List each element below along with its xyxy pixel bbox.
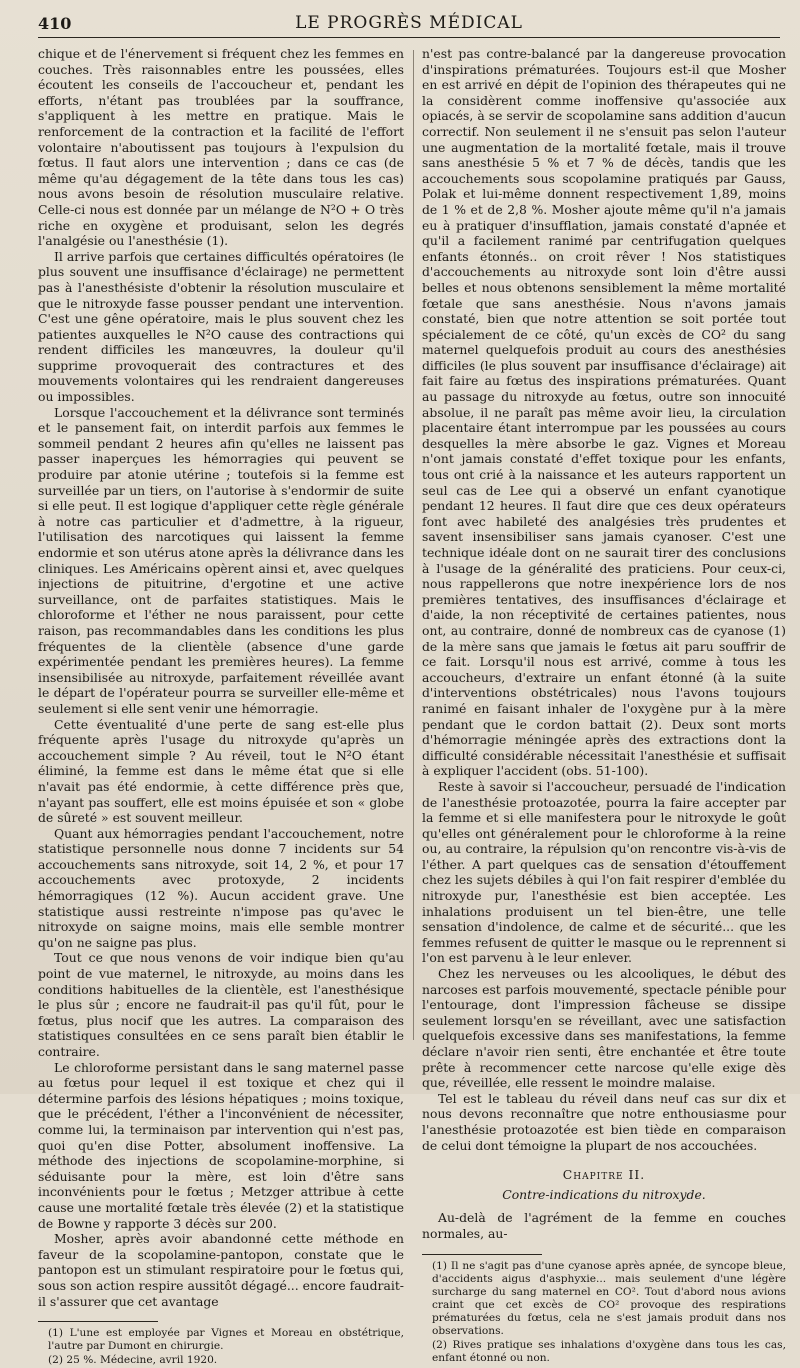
paragraph: Tel est le tableau du réveil dans neuf cas sur dix et nous devons reconnaître que notre enthousiasme pour l'anesthésie protoazotée est bien tiède en comparaison de celui dont témoigne la plupart de nos accouchées.	[422, 1090, 786, 1153]
paper-speck	[610, 720, 612, 722]
paragraph: Reste à savoir si l'accoucheur, persuadé de l'indication de l'anesthésie protoazotée, pourra la faire accepter par la femme et si elle manifestera pour le nitroxyde le goût qu'elles ont généralement pour le chloroforme à la reine ou, au contraire, la répulsion qu'on rencontre vis-à-vis de l'éther. A part quelques cas de sensation d'étouffement chez les sujets débiles à qui l'on fait respirer d'emblée du nitroxyde pur, l'anesthésie est bien acceptée. Les inhalations produisent un tel bien-être, une telle sensation d'indolence, de calme et de sécurité... que les femmes refusent de quitter le masque ou le reprennent si l'on est parvenu à le leur enlever.	[422, 778, 786, 966]
footnote: (2) Rives pratique ses inhalations d'oxygène dans tous les cas, enfant étonné ou non.	[432, 1338, 786, 1364]
paragraph: Lorsque l'accouchement et la délivrance sont terminés et le pansement fait, on interdit parfois aux femmes le sommeil pendant 2 heures afin qu'elles ne laissent pas passer inaperçues les hémorragies qui peuvent se produire par atonie utérine ; toutefois si la femme est surveillée par un tiers, on l'autorise à s'endormir de suite si elle peut. Il est logique d'appliquer cette règle générale à notre cas particulier et d'admettre, à la rigueur, l'utilisation des narcotiques qui laissent la femme endormie et son utérus atone après la délivrance dans les cliniques. Les Américains opèrent ainsi et, avec quelques injections de pituitrine, d'ergotine et une active surveillance, ont de parfaites statistiques. Mais le chloroforme et l'éther ne nous paraissent, pour cette raison, pas recommandables dans les conditions les plus fréquentes de la clientèle (absence d'une garde expérimentée pendant les premières heures). La femme insensibilisée au nitroxyde, parfaitement réveillée avant le départ de l'opérateur pourra se surveiller elle-même et seulement si elle sent venir une hémorragie.	[38, 404, 404, 716]
chapter-title: Chapitre II.	[562, 1167, 646, 1183]
paper-speck	[120, 300, 123, 303]
paragraph: chique et de l'énervement si fréquent chez les femmes en couches. Très raisonnables entre les poussées, elles écoutent les conseils de l'accoucheur et, pendant les efforts, n'étant pas troublées par la souffrance, s'appliquent à les mettre en pratique. Mais le renforcement de la contraction et la facilité de l'effort volontaire n'aboutissent pas toujours à l'expulsion du fœtus. Il faut alors une intervention ; dans ce cas (de même qu'au dégagement de la tête dans tous les cas) nous avons besoin de résolution musculaire relative. Celle-ci nous est donnée par un mélange de N²O + O très riche en oxygène et produisant, selon les degrés l'analgésie ou l'anesthésie (1).	[38, 46, 404, 249]
footnote: (2) 25 %. Médecine, avril 1920.	[48, 1354, 218, 1367]
paragraph: Cette éventualité d'une perte de sang est-elle plus fréquente après l'usage du nitroxyde qu'après un accouchement simple ? Au réveil, tout le N²O étant éliminé, la femme est dans le même état que si elle n'avait pas été endormie, à cette différence près que, n'ayant pas souffert, elle est moins épuisée et son « globe de sûreté » est souvent meilleur.	[38, 716, 404, 826]
left-column	[38, 46, 404, 1368]
page-header	[38, 10, 780, 38]
footnote: (1) Il ne s'agit pas d'une cyanose après apnée, de syncope bleue, d'accidents aigus d'asphyxie... mais seulement d'une légère surcharge du sang maternel en CO². Tout d'abord nous avions craint que cet excès de CO² provoque des respirations prématurées du fœtus, cela ne s'est jamais produit dans nos observations.	[432, 1259, 786, 1337]
footnote-divider	[38, 1321, 158, 1322]
paper-speck	[350, 980, 353, 982]
paragraph: Tout ce que nous venons de voir indique bien qu'au point de vue maternel, le nitroxyde, au moins dans les conditions habituelles de la clientèle, est l'anesthésique le plus sûr ; encore ne faudrait-il pas qu'il fût, pour le fœtus, plus nocif que les autres. La comparaison des statistiques consultées en ce sens paraît bien établir le contraire.	[38, 950, 404, 1059]
right-column	[422, 46, 786, 1366]
paragraph: Le chloroforme persistant dans le sang maternel passe au fœtus pour lequel il est toxique et chez qui il détermine parfois des lésions hépatiques ; moins toxique, que le précédent, l'éther a l'inconvénient de nécessiter, comme lui, la terminaison par intervention qui n'est pas, quoi qu'en dise Potter, absolument inoffensive. La méthode des injections de scopolamine-morphine, si séduisante pour la mère, est loin d'être sans inconvénients pour le fœtus ; Metzger attribue à cette cause une mortalité fœtale très élevée (2) et la statistique de Bowne y rapporte 3 décès sur 200.	[38, 1059, 404, 1231]
paragraph: Il arrive parfois que certaines difficultés opératoires (le plus souvent une insuffisance d'éclairage) ne permettent pas à l'anesthésiste d'obtenir la résolution musculaire et que le nitroxyde fasse pousser pendant une intervention. C'est une gêne opératoire, mais le plus souvent chez les patientes auxquelles le N²O cause des contractions qui rendent difficiles les manœuvres, la douleur qu'il supprime provoquerait des contractures et des mouvements volontaires qui les rendraient dangereuses ou impossibles.	[38, 248, 404, 405]
footnote: (1) L'une est employée par Vignes et Moreau en obstétrique, l'autre par Dumont en chirurgie.	[48, 1327, 404, 1353]
paragraph: Chez les nerveuses ou les alcooliques, le début des narcoses est parfois mouvementé, spectacle pénible pour l'entourage, dont l'impression fâcheuse se dissipe seulement lorsqu'en se réveillant, avec une satisfaction quelquefois excessive dans ses manifestations, la femme déclare n'avoir rien senti, être enchantée et être toute prête à recommencer cette narcose qu'elle exige dès que, réveillée, elle ressent le moindre malaise.	[422, 966, 786, 1091]
footnote-divider	[422, 1254, 542, 1255]
paragraph: n'est pas contre-balancé par la dangereuse provocation d'inspirations prématurées. Toujours est-il que Mosher en est arrivé en dépit de l'opinion des thérapeutes qui ne la considèrent comme inoffensive qu'associée aux opiacés, à se servir de scopolamine sans addition d'aucun correctif. Non seulement il ne s'ensuit pas selon l'auteur une augmentation de la mortalité fœtale, mais il trouve sans anesthésie 5 % et 7 % de décès, tandis que les accouchements sous scopolamine pratiqués par Gauss, Polak et lui-même donnent respectivement 1,89, moins de 1 % et de 2,8 %. Mosher ajoute même qu'il n'a jamais eu à pratiquer d'insufflation, jamais constaté d'apnée et qu'il a facilement ranimé par centrifugation quelques enfants étonnés.. on croit rêver ! Nos statistiques d'accouchements au nitroxyde sont loin d'être aussi belles et nous obtenons sensiblement la même mortalité fœtale que sans anesthésie. Nous n'avons jamais constaté, bien que notre attention se soit portée tout spécialement de ce côté, qu'un excès de CO² du sang maternel quelquefois produit au cours des anesthésies difficiles (le plus souvent par insuffisance d'éclairage) ait fait faire au fœtus des inspirations prématurées. Quant au passage du nitroxyde au fœtus, outre son innocuité absolue, il ne paraît pas même avoir lieu, la circulation placentaire étant interrompue par les poussées au cours desquelles la mère absorbe le gaz. Vignes et Moreau n'ont jamais constaté d'effet toxique pour les enfants, tous ont crié à la naissance et les auteurs rapportent un seul cas de Lee qui a observé un enfant cyanotique pendant 12 heures. Il faut dire que ces deux opérateurs font avec habileté des analgésies très prudentes et savent insensibiliser sans jamais cyanoser. C'est une technique idéale dont on ne saurait tirer des conclusions à l'usage de la généralité des praticiens. Pour ceux-ci, nous rappellerons que notre inexpérience lors de nos premières tentatives, des insuffisances d'éclairage et d'aide, la non réceptivité de certaines patientes, nous ont, au contraire, donné de nombreux cas de cyanose (1) de la mère sans que jamais le fœtus ait paru souffrir de ce fait. Lorsqu'il nous est arrivé, comme à tous les accoucheurs, d'extraire un enfant étonné (à la suite d'interventions obstétricales) nous l'avons toujours ranimé en faisant inhaler de l'oxygène pur à la mère pendant que le cordon battait (2). Deux sont morts d'hémorragie méningée après des extractions dont la difficulté considérable nécessitait l'anesthésie et suffisait à expliquer l'accident (obs. 51-100).	[422, 46, 786, 779]
journal-title: LE PROGRÈS MÉDICAL	[295, 13, 523, 33]
paragraph: Quant aux hémorragies pendant l'accouchement, notre statistique personnelle nous donne 7 incidents sur 54 accouchements sans nitroxyde, soit 14, 2 %, et pour 17 accouchements avec protoxyde, 2 incidents hémorragiques (12 %). Aucun accident grave. Une statistique aussi restreinte n'impose pas qu'avec le nitroxyde on saigne moins, mais elle semble montrer qu'on ne saigne pas plus.	[38, 825, 404, 950]
page-number: 410	[38, 14, 72, 33]
column-divider	[413, 50, 414, 1040]
chapter-subtitle: Contre-indications du nitroxyde.	[502, 1186, 706, 1202]
paragraph: Au-delà de l'agrément de la femme en couches normales, au-	[422, 1210, 786, 1241]
paragraph: Mosher, après avoir abandonné cette méthode en faveur de la scopolamine-pantopon, constate que le pantopon est un stimulant respiratoire pour le fœtus qui, sous son action respire aussitôt dégagé... encore faudrait-il s'assurer que cet avantage	[38, 1231, 404, 1309]
